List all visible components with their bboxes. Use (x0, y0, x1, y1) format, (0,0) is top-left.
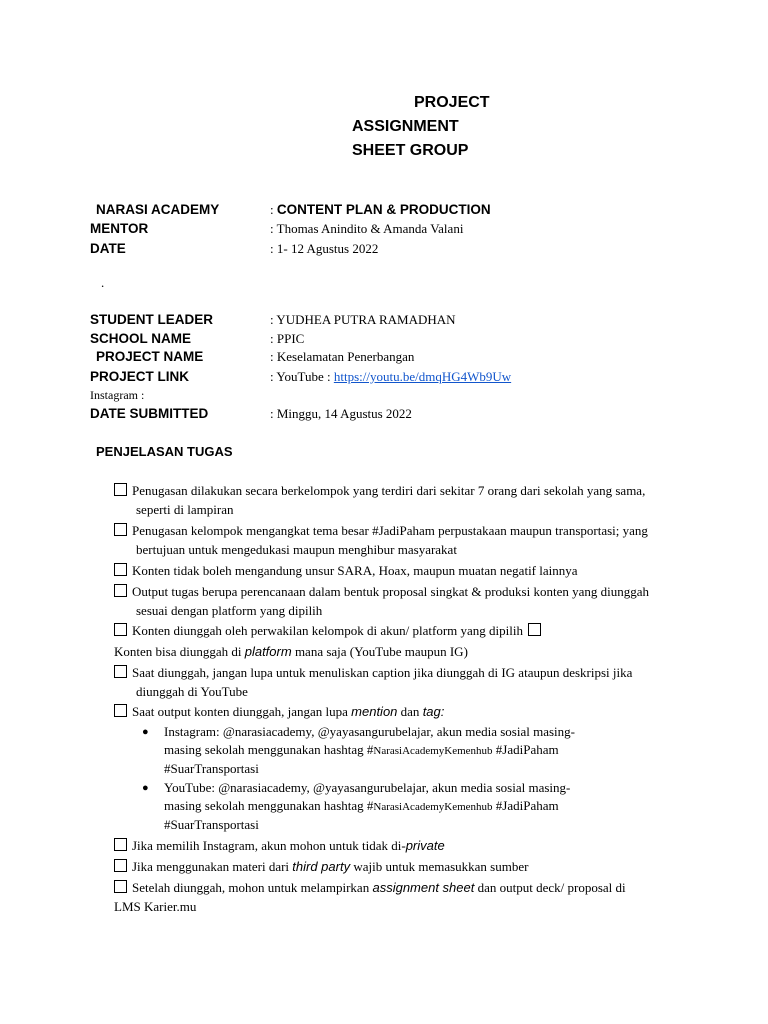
checkbox[interactable] (114, 523, 127, 536)
task-8-pre: Saat output konten diunggah, jangan lupa (132, 704, 352, 719)
task-10-italic: third party (292, 859, 351, 874)
task-2 (114, 522, 648, 540)
bullet-1-pre: masing sekolah menggunakan hashtag # (164, 742, 374, 757)
task-11 (114, 879, 626, 897)
checkbox[interactable] (114, 563, 127, 576)
bullet-2-line-1: YouTube: @narasiacademy, @yayasangurubelajar, akun media sosial masing- (164, 780, 571, 795)
project-link-value (270, 368, 511, 386)
student-leader-label: STUDENT LEADER (90, 312, 214, 327)
task-2-text: Penugasan kelompok mengangkat tema besar #JadiPaham perpustakaan maupun transportasi; yang (132, 523, 648, 538)
task-7-cont: diunggah di YouTube (136, 684, 248, 699)
narasi-label: NARASI ACADEMY (96, 202, 220, 217)
checkbox-trailing[interactable] (528, 623, 541, 636)
task-6-post: mana saja (YouTube maupun IG) (291, 644, 468, 659)
checkbox[interactable] (114, 838, 127, 851)
bullet-2-small: NarasiAcademyKemenhub (373, 801, 493, 813)
project-name-label: PROJECT NAME (96, 349, 204, 364)
task-6 (114, 643, 468, 661)
bullet-1-post: #JadiPaham (492, 742, 559, 757)
task-1 (114, 482, 645, 500)
checkbox[interactable] (114, 880, 127, 893)
bullet-1-line-3: #SuarTransportasi (164, 761, 259, 776)
task-5 (114, 622, 546, 640)
task-11-pre: Setelah diunggah, mohon untuk melampirkan (132, 880, 373, 895)
task-2-cont: bertujuan untuk mengedukasi maupun menghibur masyarakat (136, 542, 457, 557)
task-6-italic: platform (244, 644, 292, 659)
mentor-value: : Thomas Anindito & Amanda Valani (270, 221, 464, 236)
task-4-cont: sesuai dengan platform yang dipilih (136, 603, 323, 618)
task-8-italic-1: mention (351, 704, 398, 719)
title-line-1: PROJECT (414, 94, 490, 111)
checkbox[interactable] (114, 859, 127, 872)
school-label: SCHOOL NAME (90, 331, 192, 346)
task-1-text: Penugasan dilakukan secara berkelompok yang terdiri dari sekitar 7 orang dari sekolah yang sama, (132, 483, 646, 498)
task-11-italic: assignment sheet (372, 880, 475, 895)
project-link-url[interactable]: https://youtu.be/dmqHG4Wb9Uw (333, 369, 512, 384)
bullet-1-line-1: Instagram: @narasiacademy, @yayasangurubelajar, akun media sosial masing- (164, 724, 575, 739)
task-7 (114, 664, 632, 682)
task-9-pre: Jika memilih Instagram, akun mohon untuk tidak di- (132, 838, 406, 853)
date-submitted-label: DATE SUBMITTED (90, 406, 209, 421)
bullet-1-line-2 (164, 741, 559, 760)
checkbox[interactable] (114, 623, 127, 636)
bullet-2-pre: masing sekolah menggunakan hashtag # (164, 798, 374, 813)
task-10 (114, 858, 528, 876)
task-7-text: Saat diunggah, jangan lupa untuk menuliskan caption jika diunggah di IG ataupun deskripsi jika (132, 665, 633, 680)
section-title: PENJELASAN TUGAS (96, 444, 233, 459)
checkbox[interactable] (114, 704, 127, 717)
date-submitted-value: : Minggu, 14 Agustus 2022 (270, 406, 412, 421)
project-link-label: PROJECT LINK (90, 369, 190, 384)
student-leader-value: : YUDHEA PUTRA RAMADHAN (270, 312, 456, 327)
narasi-value-text: CONTENT PLAN & PRODUCTION (276, 202, 491, 217)
bullet-1-small: NarasiAcademyKemenhub (373, 745, 493, 757)
title-line-3: SHEET GROUP (352, 142, 469, 159)
stray-dot: . (101, 275, 105, 290)
task-4 (114, 583, 649, 601)
checkbox[interactable] (114, 584, 127, 597)
checkbox[interactable] (114, 483, 127, 496)
school-value: : PPIC (270, 331, 305, 346)
task-11-post: dan output deck/ proposal di (474, 880, 626, 895)
task-3-text: Konten tidak boleh mengandung unsur SARA, Hoax, maupun muatan negatif lainnya (132, 563, 578, 578)
task-6-pre: Konten bisa diunggah di (114, 644, 245, 659)
title-line-2: ASSIGNMENT (352, 118, 459, 135)
task-5-text: Konten diunggah oleh perwakilan kelompok di akun/ platform yang dipilih (132, 623, 524, 638)
bullet-icon: ● (142, 782, 149, 794)
mentor-label: MENTOR (90, 221, 149, 236)
date-value: : 1- 12 Agustus 2022 (270, 241, 379, 256)
instagram-label: Instagram : (90, 388, 145, 402)
bullet-2-line-2 (164, 797, 559, 816)
narasi-value: : CONTENT PLAN & PRODUCTION (270, 202, 491, 217)
task-8-italic-2: tag: (422, 704, 445, 719)
bullet-icon: ● (142, 726, 149, 738)
task-4-text: Output tugas berupa perencanaan dalam bentuk proposal singkat & produksi konten yang diunggah (132, 584, 649, 599)
task-9 (114, 837, 445, 855)
checkbox[interactable] (114, 665, 127, 678)
task-10-pre: Jika menggunakan materi dari (132, 859, 293, 874)
task-3 (114, 562, 578, 580)
bullet-2-line-3: #SuarTransportasi (164, 817, 259, 832)
task-11-cont: LMS Karier.mu (114, 899, 197, 914)
task-10-post: wajib untuk memasukkan sumber (350, 859, 529, 874)
project-name-value: : Keselamatan Penerbangan (270, 349, 415, 364)
task-8 (114, 703, 444, 721)
date-label: DATE (90, 241, 126, 256)
task-1-cont: seperti di lampiran (136, 502, 234, 517)
task-9-italic: private (405, 838, 445, 853)
task-8-mid: dan (397, 704, 423, 719)
bullet-2-post: #JadiPaham (492, 798, 559, 813)
project-link-prefix: : YouTube : (270, 369, 334, 384)
